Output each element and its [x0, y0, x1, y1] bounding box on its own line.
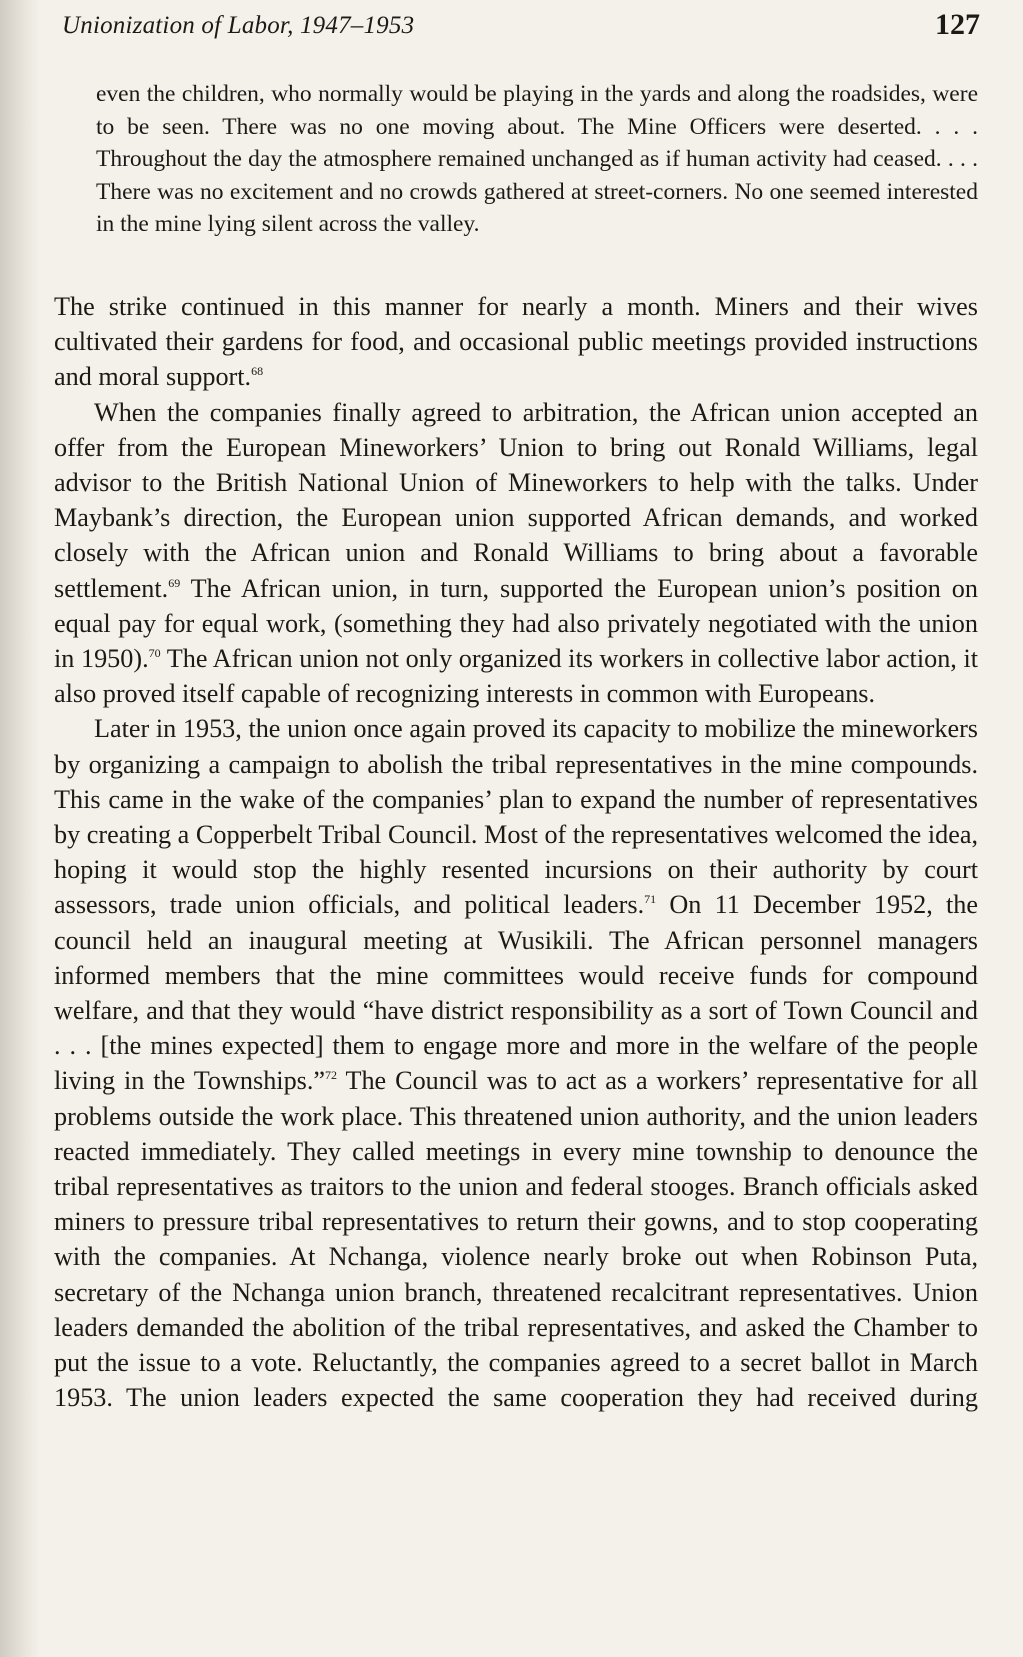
paragraph-text: When the companies finally agreed to arbitration, the African union accepted an offer from the European Mineworkers’ Union to bring out Ronald Williams, legal advisor to the British National Union of Mineworkers to help with the talks. Under Maybank’s direction, the European union supported African demands, and worked closely with the African union and Ronald Williams to bring about a favorable settlement.	[54, 397, 978, 603]
paragraph-text: The African union not only organized its workers in collective labor action, it also proved itself capable of recognizing interests in common with Europeans.	[54, 644, 979, 709]
paragraph-text: The African union, in turn, supported the European union’s position on equal pay for equal work, (something they had also privately negotiated with the union in 1950).	[54, 573, 978, 674]
body-text	[54, 289, 978, 1416]
paragraph-text: Later in 1953, the union once again proved its capacity to mobilize the mineworkers by organizing a campaign to abolish the tribal representatives in the mine compounds. This came in the wake of the companies’ plan to expand the number of representatives by creating a Copperbelt Tribal Council. Most of the representatives welcomed the idea, hoping it would stop the highly resented incursions on their authority by court assessors, trade union officials, and political leaders.	[54, 714, 978, 920]
book-page	[48, 0, 980, 1657]
paragraph-text: The Council was to act as a workers’ representative for all problems outside the work place. This threatened union authority, and the union leaders reacted immediately. They called meetings in every mine township to denounce the tribal representatives as traitors to the union and federal stooges. Branch officials asked miners to pressure tribal representatives to return their gowns, and to stop cooperating with the companies. At Nchanga, violence nearly broke out when Robinson Puta, secretary of the Nchanga union branch, threatened recalcitrant representatives. Union leaders demanded the abolition of the tribal representatives, and asked the Chamber to put the issue to a vote. Reluctantly, the companies agreed to a secret ballot in March 1953. The union leaders expected the same cooperation they had received during	[54, 1066, 979, 1413]
running-head	[62, 6, 980, 46]
block-quote: even the children, who normally would be playing in the yards and along the roadsides, were to be seen. There was no one moving about. The Mine Officers were deserted. . . . Throughout the day the atmosphere remained unchanged as if human activity had ceased. . . . There was no excitement and no crowds gathered at street-corners. No one seemed interested in the mine lying silent across the valley.	[96, 81, 978, 238]
footnote-marker: 70	[148, 646, 161, 661]
paragraph-text: On 11 December 1952, the council held an inaugural meeting at Wusikili. The African personnel managers informed members that the mine committees would receive funds for compound welfare, and that they would “have district responsibility as a sort of Town Council and . . . [the mines expected] them to engage more and more in the welfare of the people living in the Townships.”	[54, 890, 978, 1096]
paragraph-2	[54, 395, 978, 712]
footnote-marker: 72	[325, 1068, 338, 1083]
paragraph-3	[54, 711, 978, 1415]
paragraph-1	[54, 289, 978, 395]
book-gutter-shadow	[0, 0, 40, 1657]
footnote-marker: 69	[168, 575, 181, 590]
paragraph-text: The strike continued in this manner for nearly a month. Miners and their wives cultivated their gardens for food, and occasional public meetings provided instructions and moral support.	[54, 292, 978, 392]
footnote-marker: 71	[644, 892, 657, 907]
running-title: Unionization of Labor, 1947–1953	[62, 12, 415, 39]
page-number: 127	[935, 8, 980, 41]
footnote-marker: 68	[251, 364, 264, 379]
